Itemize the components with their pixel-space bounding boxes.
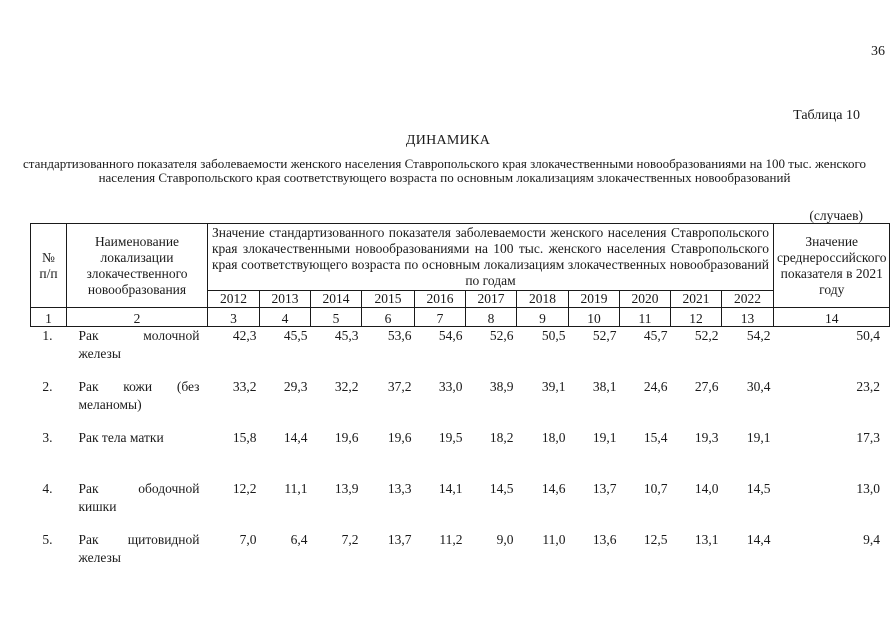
value-cell: 14,6 (541, 481, 566, 496)
value-cell: 13,3 (387, 481, 412, 496)
year-header: 2015 (362, 291, 415, 308)
value-cell: 39,1 (541, 379, 566, 394)
value-cell: 19,6 (387, 430, 412, 445)
year-header: 2021 (671, 291, 722, 308)
column-number: 7 (415, 308, 466, 327)
row-number: 4. (42, 481, 53, 496)
localization-name: Рак тела матки (78, 430, 164, 445)
value-cell: 13,9 (334, 481, 359, 496)
column-number-row (31, 308, 890, 327)
units-label: (случаев) (809, 208, 863, 223)
value-cell: 13,7 (592, 481, 617, 496)
value-cell: 38,9 (489, 379, 514, 394)
value-cell: 33,2 (232, 379, 257, 394)
document-subtitle: стандартизованного показателя заболеваемости женского населения Ставропольского края злокачественными новообразованиями на 100 тыс. женского населения Ставропольского края соответствующего возраста по основным локализациям злокачественных новообразований (23, 156, 866, 185)
row-number: 5. (42, 532, 53, 547)
value-cell: 14,4 (283, 430, 308, 445)
value-cell: 37,2 (387, 379, 412, 394)
year-header: 2017 (466, 291, 517, 308)
value-cell: 52,2 (694, 328, 719, 343)
russia-value-cell: 9,4 (863, 532, 880, 547)
header-name: Наименование локализации злокачественного новообразования (67, 224, 208, 308)
value-cell: 52,7 (592, 328, 617, 343)
year-header: 2019 (569, 291, 620, 308)
column-number: 6 (362, 308, 415, 327)
value-cell: 18,0 (541, 430, 566, 445)
value-cell: 15,4 (643, 430, 668, 445)
value-cell: 50,5 (541, 328, 566, 343)
column-number: 4 (260, 308, 311, 327)
russia-value-cell: 13,0 (856, 481, 880, 496)
table-row (31, 480, 890, 531)
value-cell: 32,2 (334, 379, 359, 394)
value-cell: 12,5 (643, 532, 668, 547)
value-cell: 19,1 (592, 430, 617, 445)
value-cell: 14,0 (694, 481, 719, 496)
value-cell: 24,6 (643, 379, 668, 394)
value-cell: 19,1 (746, 430, 771, 445)
russia-value-cell: 50,4 (856, 328, 880, 343)
document-title: ДИНАМИКА (405, 133, 491, 148)
value-cell: 14,4 (746, 532, 771, 547)
table-row (31, 531, 890, 582)
value-cell: 11,0 (542, 532, 566, 547)
column-number: 8 (466, 308, 517, 327)
value-cell: 11,2 (439, 532, 463, 547)
value-cell: 19,6 (334, 430, 359, 445)
value-cell: 14,5 (746, 481, 771, 496)
value-cell: 29,3 (283, 379, 308, 394)
value-cell: 11,1 (284, 481, 308, 496)
value-cell: 42,3 (232, 328, 257, 343)
column-number: 1 (31, 308, 67, 327)
row-number: 3. (42, 430, 53, 445)
value-cell: 13,1 (694, 532, 719, 547)
value-cell: 27,6 (694, 379, 719, 394)
value-cell: 12,2 (232, 481, 257, 496)
value-cell: 10,7 (643, 481, 668, 496)
value-cell: 33,0 (438, 379, 463, 394)
table-row (31, 327, 890, 379)
year-header: 2014 (311, 291, 362, 308)
value-cell: 18,2 (489, 430, 514, 445)
russia-value-cell: 23,2 (856, 379, 880, 394)
year-header: 2018 (517, 291, 569, 308)
header-value-group: Значение стандартизованного показателя заболеваемости женского населения Ставропольского края злокачественными новообразованиями на 100 тыс. женского населения Ставропольского края соответствующего возраста по основным локализациям злокачественных новообразований по годам (208, 224, 774, 291)
localization-name: Рак кожи (без меланомы) (78, 379, 200, 412)
value-cell: 14,1 (438, 481, 463, 496)
value-cell: 19,5 (438, 430, 463, 445)
year-header: 2012 (208, 291, 260, 308)
value-cell: 14,5 (489, 481, 514, 496)
column-number: 3 (208, 308, 260, 327)
value-cell: 38,1 (592, 379, 617, 394)
column-number: 14 (774, 308, 890, 327)
column-number: 10 (569, 308, 620, 327)
value-cell: 52,6 (489, 328, 514, 343)
header-num: № п/п (31, 224, 67, 308)
header-row (31, 224, 890, 291)
column-number: 9 (517, 308, 569, 327)
row-number: 2. (42, 379, 53, 394)
value-cell: 7,2 (341, 532, 359, 547)
column-number: 13 (722, 308, 774, 327)
russia-value-cell: 17,3 (856, 430, 880, 445)
value-cell: 7,0 (239, 532, 257, 547)
row-number: 1. (42, 328, 53, 343)
value-cell: 54,6 (438, 328, 463, 343)
column-number: 2 (67, 308, 208, 327)
table-label: Таблица 10 (793, 108, 860, 123)
header-russia: Значение среднероссийского показателя в 2021 году (774, 224, 890, 308)
value-cell: 45,3 (334, 328, 359, 343)
value-cell: 53,6 (387, 328, 412, 343)
year-header: 2020 (620, 291, 671, 308)
value-cell: 30,4 (746, 379, 771, 394)
value-cell: 13,6 (592, 532, 617, 547)
value-cell: 54,2 (746, 328, 771, 343)
value-cell: 45,7 (643, 328, 668, 343)
localization-name: Рак ободочной кишки (78, 481, 200, 514)
value-cell: 9,0 (496, 532, 514, 547)
incidence-table (30, 223, 890, 582)
value-cell: 45,5 (283, 328, 308, 343)
value-cell: 6,4 (290, 532, 308, 547)
year-header: 2013 (260, 291, 311, 308)
localization-name: Рак щитовидной железы (78, 532, 200, 565)
value-cell: 19,3 (694, 430, 719, 445)
value-cell: 15,8 (232, 430, 257, 445)
page-number: 36 (871, 44, 885, 59)
table-row (31, 378, 890, 429)
year-header: 2022 (722, 291, 774, 308)
column-number: 12 (671, 308, 722, 327)
localization-name: Рак молочной железы (78, 328, 200, 361)
value-cell: 13,7 (387, 532, 412, 547)
year-header: 2016 (415, 291, 466, 308)
table-row (31, 429, 890, 480)
column-number: 5 (311, 308, 362, 327)
column-number: 11 (620, 308, 671, 327)
